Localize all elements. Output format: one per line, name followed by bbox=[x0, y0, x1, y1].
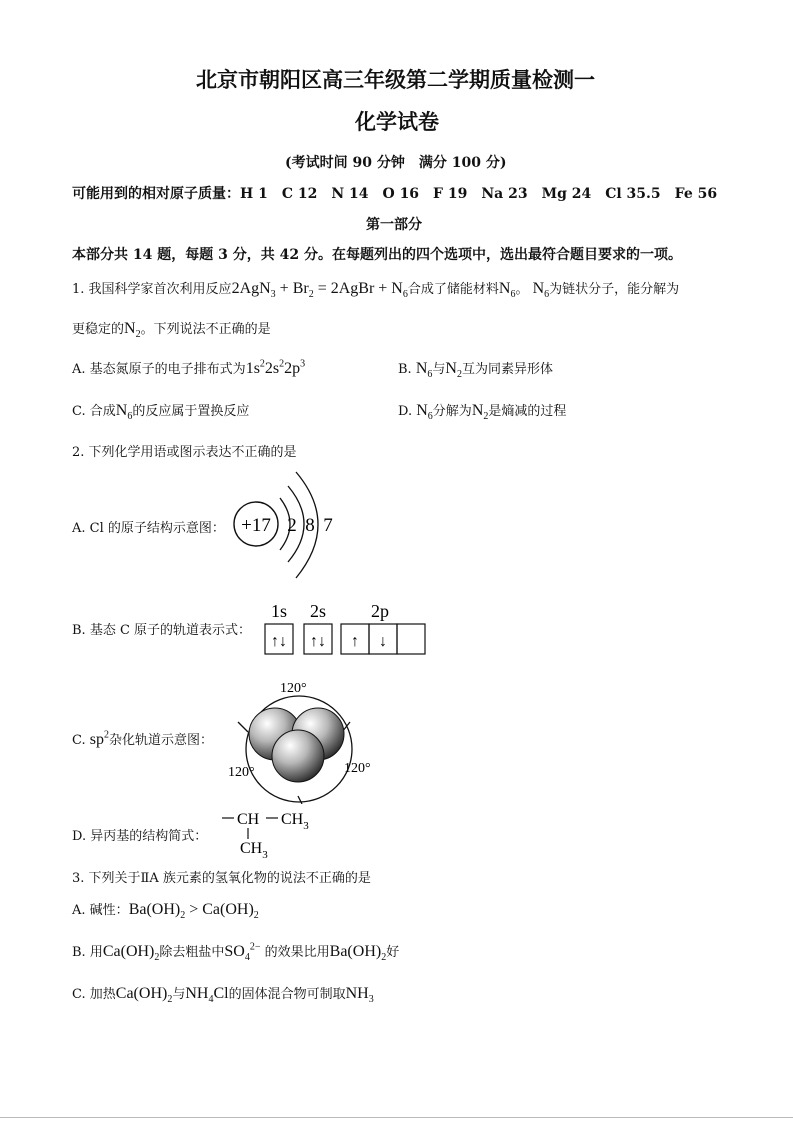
q3-option-c-text1: 加热 bbox=[89, 987, 116, 1002]
page-title: 北京市朝阳区高三年级第二学期质量检测一 bbox=[196, 67, 595, 92]
q1-option-b-text1: 与 bbox=[432, 362, 446, 377]
q3-option-b-baoh2: $Ba(OH)_2$ bbox=[329, 943, 387, 964]
q1-option-c-label: C. bbox=[72, 404, 86, 419]
q1-text-a: 我国科学家首次利用反应 bbox=[88, 282, 232, 297]
cl-atom-structure-diagram bbox=[228, 468, 348, 583]
q3-option-b-caoh2: $Ca(OH)_2$ bbox=[102, 943, 160, 964]
q1-option-c-text2: 的反应属于置换反应 bbox=[132, 404, 250, 419]
section-name: 第一部分 bbox=[366, 217, 422, 233]
q2-option-b-text: 基态 C 原子的轨道表示式： bbox=[89, 623, 252, 638]
q3-option-b-label: B. bbox=[72, 945, 86, 960]
q1-option-a bbox=[72, 358, 305, 378]
q1-formula-n6: $N_6$ bbox=[498, 280, 516, 301]
q2-option-d bbox=[72, 825, 207, 844]
q1-number: 1. bbox=[72, 282, 85, 297]
q3-option-a-label: A. bbox=[72, 903, 86, 918]
ch3-bottom: $CH_3$ bbox=[240, 840, 268, 861]
q3-option-b-text4: 好 bbox=[386, 945, 400, 960]
q2-option-d-label: D. bbox=[72, 829, 87, 844]
sp2-hybrid-orbital-diagram bbox=[218, 676, 388, 804]
orbital-label-1s: 1s bbox=[270, 601, 288, 621]
atomic-mass-line bbox=[72, 183, 717, 203]
atomic-mass-label: 可能用到的相对原子质量： bbox=[72, 186, 240, 202]
q3-option-a bbox=[72, 899, 259, 921]
q1-text-c: 。 bbox=[515, 282, 529, 297]
q1-text-d: 为链状分子，能分解为 bbox=[549, 282, 680, 297]
nucleus-charge: +17 bbox=[241, 515, 271, 536]
orbital-arrows-2p-2: ↓ bbox=[379, 633, 387, 650]
orbital-box-2p-3 bbox=[397, 624, 425, 654]
q1-option-b-label: B. bbox=[398, 362, 412, 377]
q3-option-a-formula: $Ba(OH)_2 > Ca(OH)_2$ bbox=[128, 901, 259, 922]
q1-option-d bbox=[398, 400, 566, 422]
q1-formula-n6b: $N_6$ bbox=[532, 280, 550, 301]
q1-text-f: 。下列说法不正确的是 bbox=[140, 322, 271, 337]
q3-option-c-label: C. bbox=[72, 987, 86, 1002]
ch3-right: $CH_3$ bbox=[281, 811, 309, 832]
q3-option-b-sulfate: $SO_4^{2-}$ bbox=[224, 941, 261, 964]
q2-option-c bbox=[72, 729, 213, 749]
angle-marker-left bbox=[238, 722, 248, 732]
q1-option-b-n2: $N_2$ bbox=[445, 360, 462, 381]
carbon-orbital-diagram bbox=[262, 598, 430, 658]
section-instructions: 本部分共 14 题，每题 3 分，共 42 分。在每题列出的四个选项中，选出最符合题目要求的一项。 bbox=[72, 247, 682, 263]
q1-option-c-n6: $N_6$ bbox=[115, 402, 133, 423]
q1-option-d-label: D. bbox=[398, 404, 413, 419]
orbital-label-2s: 2s bbox=[309, 601, 327, 621]
q2-text: 下列化学用语或图示表达不正确的是 bbox=[88, 445, 297, 460]
shell-electrons-1: 2 bbox=[287, 515, 297, 536]
q2-option-b bbox=[72, 619, 251, 638]
angle-label-top: 120° bbox=[280, 681, 307, 696]
q2-option-c-sp: $sp^2$ bbox=[89, 729, 109, 748]
q3-option-c-nh4cl: $NH_4Cl$ bbox=[185, 985, 229, 1006]
q3-stem bbox=[72, 867, 371, 886]
q2-option-d-text: 异丙基的结构简式： bbox=[90, 829, 208, 844]
subject-title: 化学试卷 bbox=[355, 109, 439, 134]
orbital-arrows-2s: ↑↓ bbox=[310, 633, 326, 650]
q3-text: 下列关于ⅡA 族元素的氢氧化物的说法不正确的是 bbox=[88, 871, 371, 886]
q3-option-c bbox=[72, 983, 374, 1005]
q3-option-c-text2: 与 bbox=[172, 987, 186, 1002]
q2-option-a-text: A. Cl 的原子结构示意图： bbox=[72, 521, 225, 536]
q1-option-c-text1: 合成 bbox=[89, 404, 116, 419]
q1-option-a-text: 基态氮原子的电子排布式为 bbox=[89, 362, 246, 377]
orbital-label-2p: 2p bbox=[371, 601, 389, 621]
q1-option-d-text1: 分解为 bbox=[432, 404, 472, 419]
isopropyl-structure bbox=[218, 803, 328, 861]
q3-option-a-text: 碱性： bbox=[89, 903, 129, 918]
q1-text-b: 合成了储能材料 bbox=[407, 282, 499, 297]
shell-electrons-2: 8 bbox=[305, 515, 315, 536]
q3-option-b-text1: 用 bbox=[89, 945, 103, 960]
ch-group: CH bbox=[237, 811, 260, 828]
q3-option-c-caoh2: $Ca(OH)_2$ bbox=[115, 985, 173, 1006]
orbital-arrows-2p-1: ↑ bbox=[351, 633, 359, 650]
q1-line2 bbox=[72, 318, 271, 340]
q2-option-b-label: B. bbox=[72, 623, 86, 638]
q3-option-b bbox=[72, 941, 399, 963]
q3-option-b-text2: 除去粗盐中 bbox=[159, 945, 225, 960]
q2-stem bbox=[72, 441, 297, 460]
q1-option-b-text2: 互为同素异形体 bbox=[461, 362, 553, 377]
atomic-mass-values: H 1 C 12 N 14 O 16 F 19 Na 23 Mg 24 Cl 35.5 Fe 56 bbox=[240, 186, 718, 202]
angle-label-right: 120° bbox=[344, 761, 371, 776]
q1-formula-n2: $N_2$ bbox=[124, 320, 141, 341]
hybrid-orbital-lobe-3 bbox=[272, 730, 324, 782]
angle-label-left: 120° bbox=[228, 765, 255, 780]
q2-number: 2. bbox=[72, 445, 85, 460]
page-bottom-divider bbox=[0, 1117, 793, 1118]
q1-option-c bbox=[72, 400, 249, 422]
q2-option-c-label: C. bbox=[72, 733, 86, 748]
q1-option-a-label: A. bbox=[72, 362, 86, 377]
q3-option-c-text3: 的固体混合物可制取 bbox=[228, 987, 346, 1002]
q1-reaction-equation: $2AgN_3 + Br_2$ = 2AgBr + $N_6$ bbox=[231, 280, 408, 301]
q3-option-c-nh3: $NH_3$ bbox=[345, 985, 374, 1006]
q3-number: 3. bbox=[72, 871, 85, 886]
q1-line1 bbox=[72, 278, 679, 300]
time-info: (考试时间 90 分钟 满分 100 分) bbox=[285, 155, 507, 171]
orbital-arrows-1s: ↑↓ bbox=[271, 633, 287, 650]
q1-option-b-n6: $N_6$ bbox=[415, 360, 433, 381]
q1-option-b bbox=[398, 358, 553, 380]
q1-electron-config: $1s^22s^22p^3$ bbox=[245, 358, 306, 377]
q1-option-d-n2: $N_2$ bbox=[471, 402, 489, 423]
q2-option-c-text: 杂化轨道示意图： bbox=[109, 733, 214, 748]
q1-option-d-text2: 是熵减的过程 bbox=[488, 404, 567, 419]
q3-option-b-text3: 的效果比用 bbox=[264, 945, 330, 960]
shell-electrons-3: 7 bbox=[323, 515, 333, 536]
q1-option-d-n6: $N_6$ bbox=[416, 402, 433, 423]
q1-text-e: 更稳定的 bbox=[72, 322, 125, 337]
